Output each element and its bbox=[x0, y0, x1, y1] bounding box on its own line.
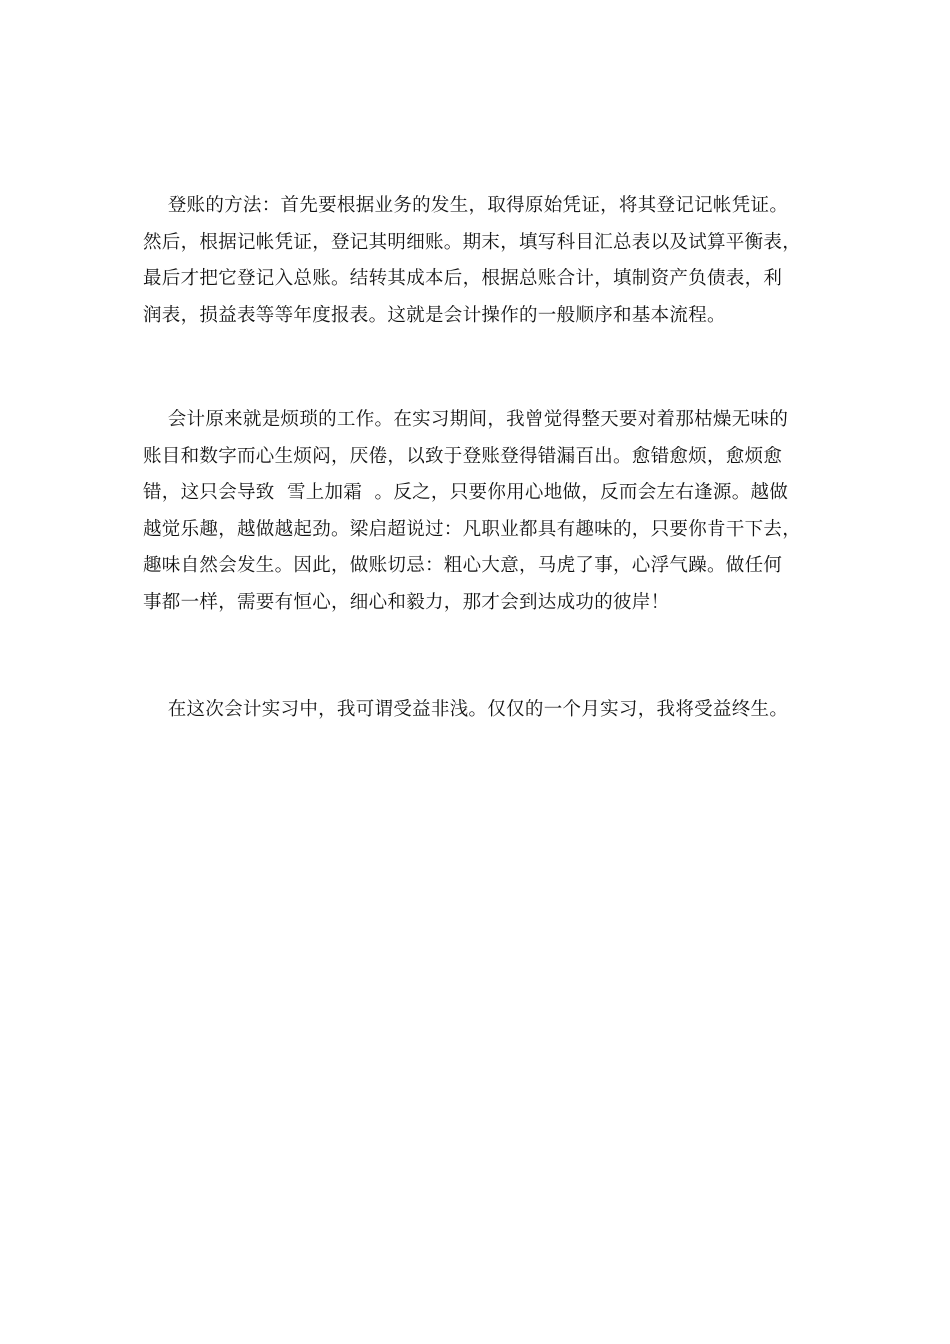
paragraph-line: 润表，损益表等等年度报表。这就是会计操作的一般顺序和基本流程。 bbox=[143, 304, 726, 326]
paragraph-conclusion bbox=[143, 692, 788, 729]
paragraph-line: 越觉乐趣，越做越起劲。梁启超说过：凡职业都具有趣味的，只要你肯干下去， bbox=[143, 518, 802, 540]
paragraph-line: 账目和数字而心生烦闷，厌倦，以致于登账登得错漏百出。愈错愈烦，愈烦愈 bbox=[143, 445, 783, 467]
paragraph-line: 会计原来就是烦琐的工作。在实习期间，我曾觉得整天要对着那枯燥无味的 bbox=[143, 409, 789, 430]
paragraph-line: 然后，根据记帐凭证，登记其明细账。期末，填写科目汇总表以及试算平衡表， bbox=[143, 231, 802, 253]
paragraph-bookkeeping-method bbox=[143, 188, 801, 334]
paragraph-line: 最后才把它登记入总账。结转其成本后，根据总账合计，填制资产负债表，利 bbox=[143, 268, 783, 289]
paragraph-line: 错，这只会导致 雪上加霜 。反之，只要你用心地做，反而会左右逢源。越做 bbox=[143, 482, 789, 503]
paragraph-line: 趣味自然会发生。因此，做账切忌：粗心大意，马虎了事，心浮气躁。做任何 bbox=[143, 555, 783, 576]
paragraph-line: 登账的方法：首先要根据业务的发生，取得原始凭证，将其登记记帐凭证。 bbox=[143, 195, 789, 216]
paragraph-line: 事都一样，需要有恒心，细心和毅力，那才会到达成功的彼岸！ bbox=[143, 591, 670, 613]
paragraph-accounting-attitude bbox=[143, 402, 801, 621]
paragraph-line: 在这次会计实习中，我可谓受益非浅。仅仅的一个月实习，我将受益终生。 bbox=[143, 699, 789, 720]
